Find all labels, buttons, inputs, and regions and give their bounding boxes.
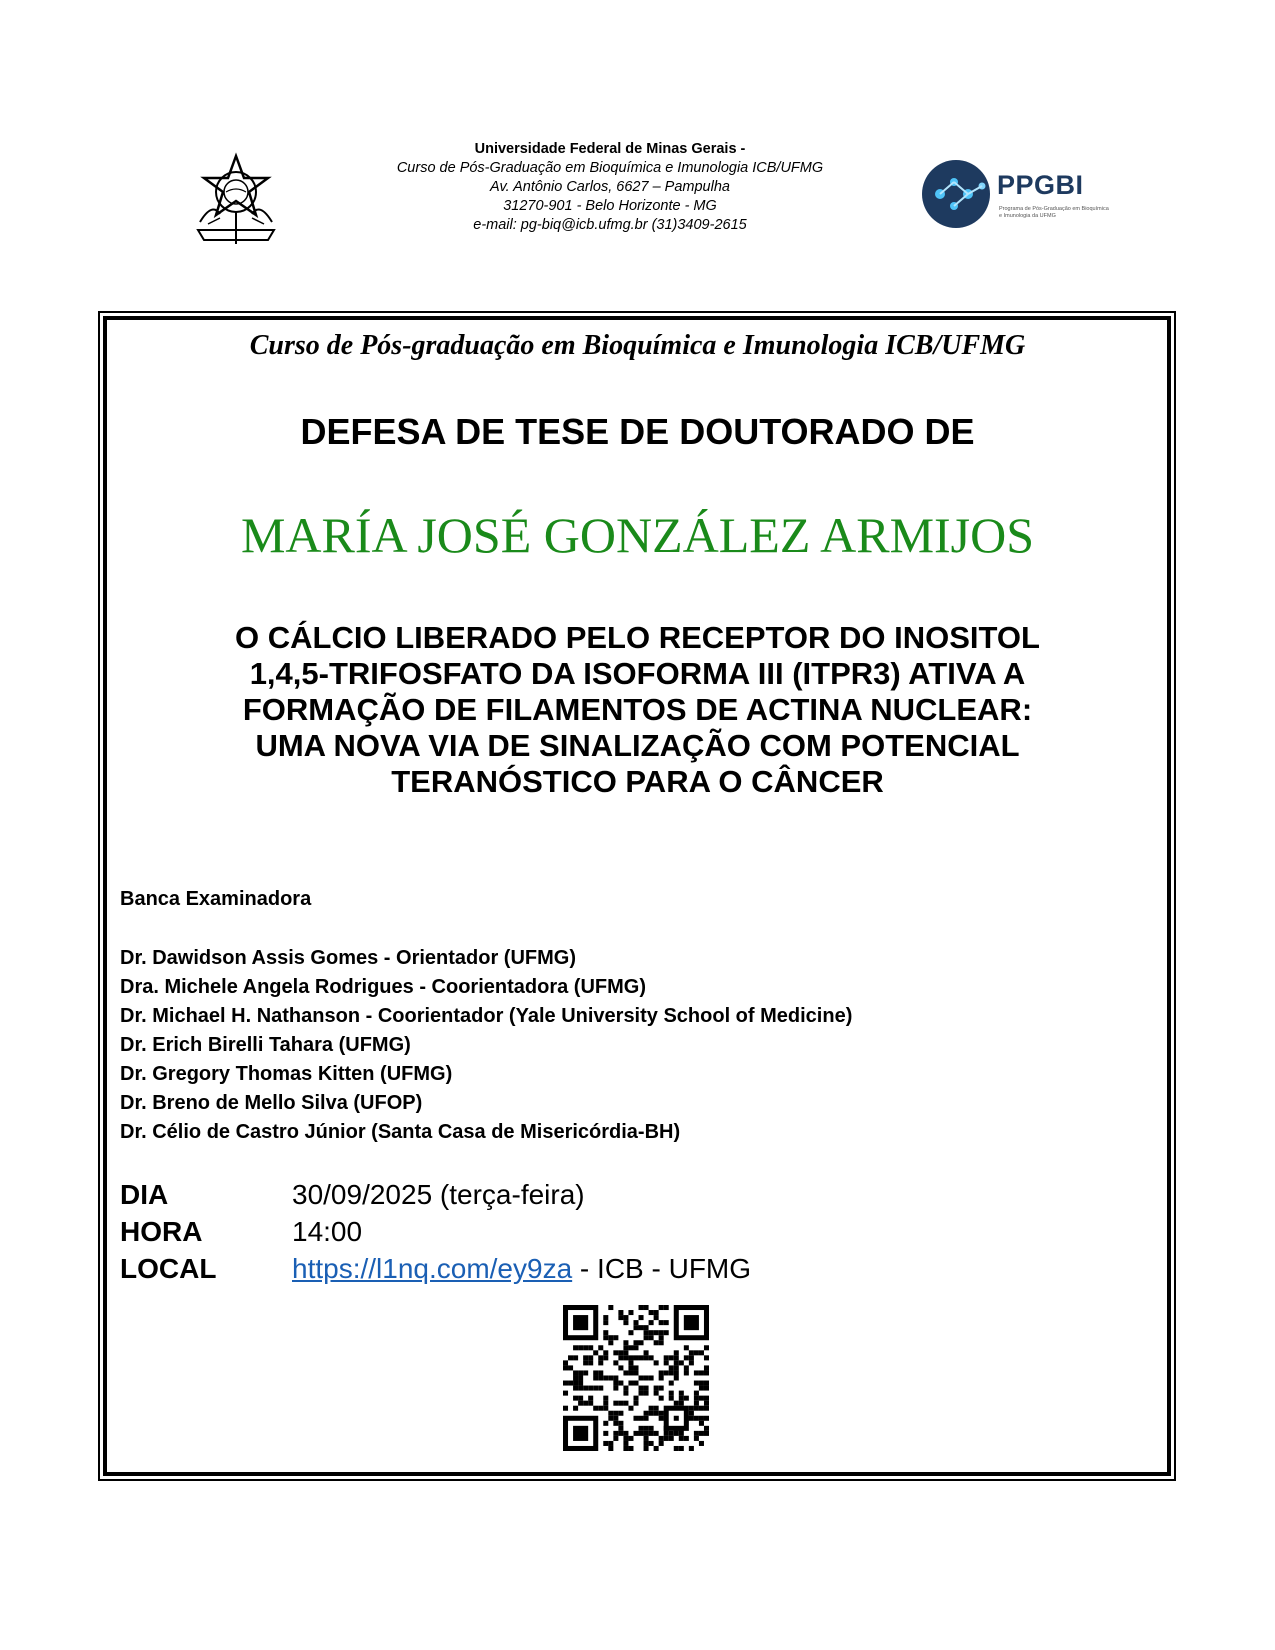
committee-member: Dra. Michele Angela Rodrigues - Coorientadora (UFMG) [120,976,646,998]
street-address: Av. Antônio Carlos, 6627 – Pampulha [490,179,730,195]
committee-list [120,944,852,1147]
city-line: 31270-901 - Belo Horizonte - MG [503,198,717,214]
committee-member: Dr. Breno de Mello Silva (UFOP) [120,1092,423,1114]
location-label: LOCAL [120,1253,217,1284]
day-label: DIA [120,1179,169,1210]
brazil-coat-of-arms-icon [190,152,282,248]
university-name: Universidade Federal de Minas Gerais - [474,141,746,157]
institution-address [330,140,890,235]
contact-line: e-mail: pg-biq@icb.ufmg.br (31)3409-2615 [473,217,747,233]
course-line: Curso de Pós-graduação em Bioquímica e Imunologia ICB/UFMG [249,330,1026,361]
time-value: 14:00 [292,1216,363,1247]
committee-member: Dr. Gregory Thomas Kitten (UFMG) [120,1063,453,1085]
committee-heading: Banca Examinadora [120,888,312,910]
candidate-name: MARÍA JOSÉ GONZÁLEZ ARMIJOS [240,507,1035,563]
ppgbi-logo [920,158,1110,230]
committee-member: Dr. Célio de Castro Júnior (Santa Casa de Misericórdia-BH) [120,1121,681,1143]
thesis-title-line: 1,4,5-TRIFOSFATO DA ISOFORMA III (ITPR3) ATIVA A [249,656,1026,691]
defense-title: DEFESA DE TESE DE DOUTORADO DE [300,411,975,452]
logo-name: PPGBI [997,170,1084,200]
location-value [292,1250,751,1287]
molecule-logo-icon [920,158,996,230]
thesis-title-line: O CÁLCIO LIBERADO PELO RECEPTOR DO INOSITOL [235,620,1040,655]
program-name: Curso de Pós-Graduação em Bioquímica e Imunologia ICB/UFMG [396,160,824,176]
qr-code-icon [563,1305,709,1451]
thesis-title [130,620,1145,800]
thesis-title-line: FORMAÇÃO DE FILAMENTOS DE ACTINA NUCLEAR: [242,692,1033,727]
time-label: HORA [120,1216,203,1247]
thesis-title-line: TERANÓSTICO PARA O CÂNCER [391,764,884,799]
day-value: 30/09/2025 (terça-feira) [292,1179,585,1210]
committee-member: Dr. Michael H. Nathanson - Coorientador (Yale University School of Medicine) [120,1005,853,1027]
thesis-title-line: UMA NOVA VIA DE SINALIZAÇÃO COM POTENCIAL [255,728,1020,763]
committee-member: Dr. Dawidson Assis Gomes - Orientador (UFMG) [120,947,576,969]
location-link[interactable]: https://l1nq.com/ey9za [292,1253,573,1284]
location-rest: - ICB - UFMG [572,1253,752,1284]
letterhead [0,140,1275,260]
logo-subtitle: Programa de Pós-Graduação em Bioquímica e Imunologia da UFMG [999,206,1109,219]
committee-member: Dr. Erich Birelli Tahara (UFMG) [120,1034,411,1056]
